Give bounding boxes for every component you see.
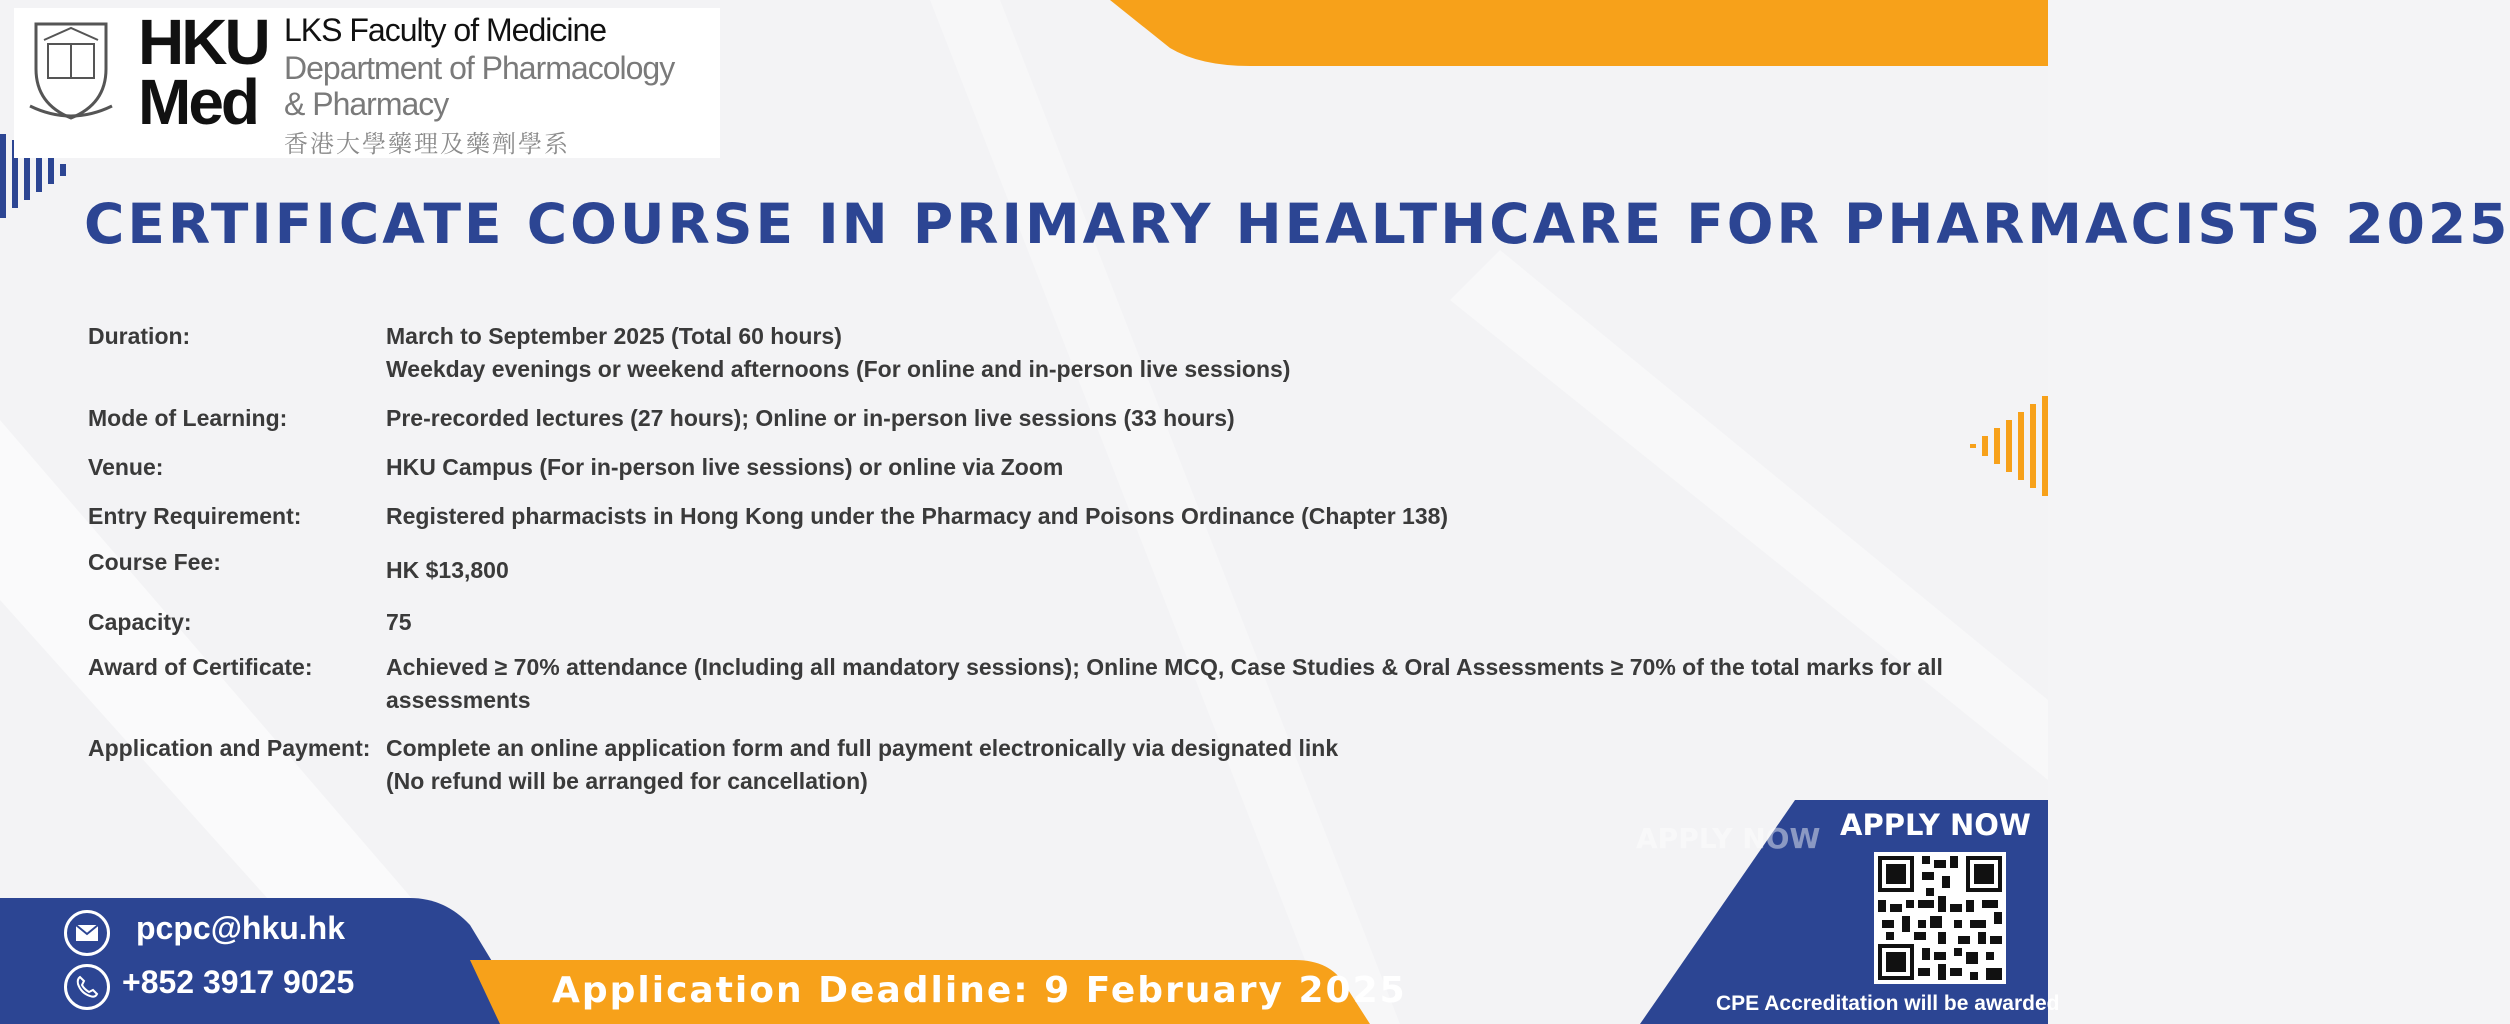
hku-med-logo xyxy=(14,8,720,158)
detail-value: HKU Campus (For in-person live sessions) or online via Zoom xyxy=(386,454,1064,480)
application-deadline: Application Deadline: 9 February 2025 xyxy=(552,970,1407,1011)
detail-value: Pre-recorded lectures (27 hours); Online or in-person live sessions (33 hours) xyxy=(386,405,1235,431)
hku-med-wordmark xyxy=(138,6,268,138)
contact-email[interactable]: pcpc@hku.hk xyxy=(136,910,346,946)
med-wordmark: Med xyxy=(138,66,257,138)
detail-label: Duration: xyxy=(88,323,191,349)
department-name-line1: Department of Pharmacology xyxy=(284,50,675,86)
detail-label: Venue: xyxy=(88,454,164,480)
detail-label: Mode of Learning: xyxy=(88,405,288,431)
detail-value: Registered pharmacists in Hong Kong under the Pharmacy and Poisons Ordinance (Chapter 138) xyxy=(386,503,1449,529)
detail-label: Entry Requirement: xyxy=(88,503,302,529)
detail-value xyxy=(386,651,2006,717)
hku-wordmark: HKU xyxy=(138,6,268,78)
detail-label: Award of Certificate: xyxy=(88,654,313,680)
detail-label: Application and Payment: xyxy=(88,735,371,761)
detail-label: Course Fee: xyxy=(88,549,221,575)
detail-value xyxy=(386,732,2006,798)
department-name-chinese: 香港大學藥理及藥劑學系 xyxy=(284,131,570,158)
qr-code-icon[interactable] xyxy=(1874,852,2006,984)
detail-value xyxy=(386,320,2006,386)
department-name-line2: & Pharmacy xyxy=(284,86,449,122)
envelope-icon xyxy=(64,910,110,956)
detail-value-line: Achieved ≥ 70% attendance (Including all mandatory sessions); Online MCQ, Case Studies & Oral Assessments ≥ 70% of the total marks for all xyxy=(386,654,1943,680)
detail-value: HK $13,800 xyxy=(386,557,509,583)
hku-crest-icon xyxy=(26,14,116,124)
detail-label: Capacity: xyxy=(88,609,192,635)
detail-value-line: (No refund will be arranged for cancellation) xyxy=(386,768,868,794)
apply-now-ghost-text: APPLY NOW xyxy=(1636,822,1821,855)
detail-value-line: Weekday evenings or weekend afternoons (For online and in-person live sessions) xyxy=(386,356,1291,382)
cpe-accreditation-note: CPE Accreditation will be awarded xyxy=(1716,992,2060,1015)
course-title: CERTIFICATE COURSE IN PRIMARY HEALTHCARE FOR PHARMACISTS 2025 xyxy=(84,192,2510,256)
detail-value-line: March to September 2025 (Total 60 hours) xyxy=(386,323,842,349)
detail-value-line: Complete an online application form and full payment electronically via designated link xyxy=(386,735,1339,761)
contact-phone[interactable]: +852 3917 9025 xyxy=(122,964,355,1000)
detail-value: 75 xyxy=(386,609,412,635)
apply-now-heading[interactable]: APPLY NOW xyxy=(1840,808,2031,842)
detail-value-line: assessments xyxy=(386,687,531,713)
faculty-name: LKS Faculty of Medicine xyxy=(284,12,607,48)
phone-icon xyxy=(64,964,110,1010)
